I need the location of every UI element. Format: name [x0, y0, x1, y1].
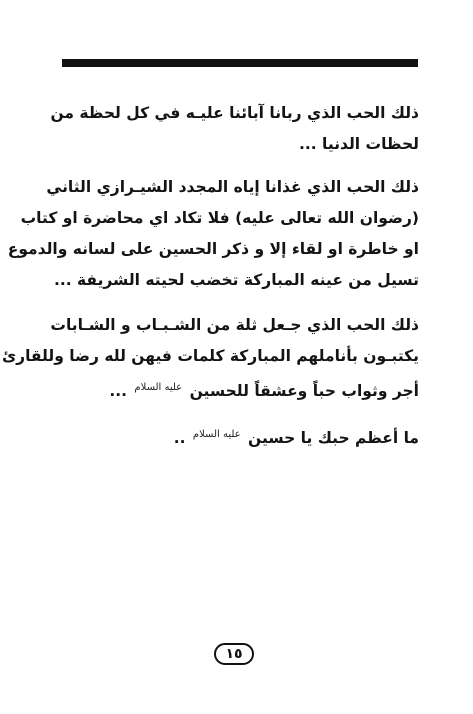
paragraph-line: لحظات الدنيا ... [299, 135, 419, 153]
top-rule [62, 59, 418, 67]
honorific-mark: عليه السلام [134, 382, 183, 393]
page-number-frame [214, 643, 254, 665]
line-text: ... [109, 382, 127, 401]
paragraph-line: ذلك الحب الذي غذانا إياه المجدد الشيـرازي الثاني [46, 178, 419, 196]
paragraph-3 [1, 310, 419, 407]
paragraph-line: او خاطرة او لقاء إلا و ذكر الحسين على لسانه والدموع [7, 240, 419, 258]
honorific-mark: عليه السلام [192, 429, 241, 440]
paragraph-line: يكتبـون بأناملهم المباركة كلمات فيهن لله رضا وللقارئ [1, 347, 419, 365]
paragraph-line: (رضوان الله تعالى عليه) فلا تكاد اي محاضرة او كتاب [20, 209, 419, 227]
paragraph-line: ذلك الحب الذي جـعل ثلة من الشـبـاب و الشـابات [50, 316, 419, 334]
paragraph-1 [50, 98, 419, 160]
line-text: .. [173, 429, 186, 448]
line-text: ما أعظم حبك يا حسين [248, 429, 419, 448]
paragraph-2 [7, 172, 419, 296]
paragraph-4 [62, 419, 419, 454]
paragraph-line: تسيل من عينه المباركة تخضب لحيته الشريفة ... [53, 271, 419, 289]
paragraph-line: ذلك الحب الذي ربانا آبائنا عليـه في كل لحظة من [50, 104, 419, 122]
line-text: أجر وثواب حباً وعشقاً للحسين [189, 382, 419, 401]
paragraph-line [62, 372, 419, 407]
page-number: ١٥ [225, 646, 243, 662]
paragraph-line [62, 419, 419, 454]
